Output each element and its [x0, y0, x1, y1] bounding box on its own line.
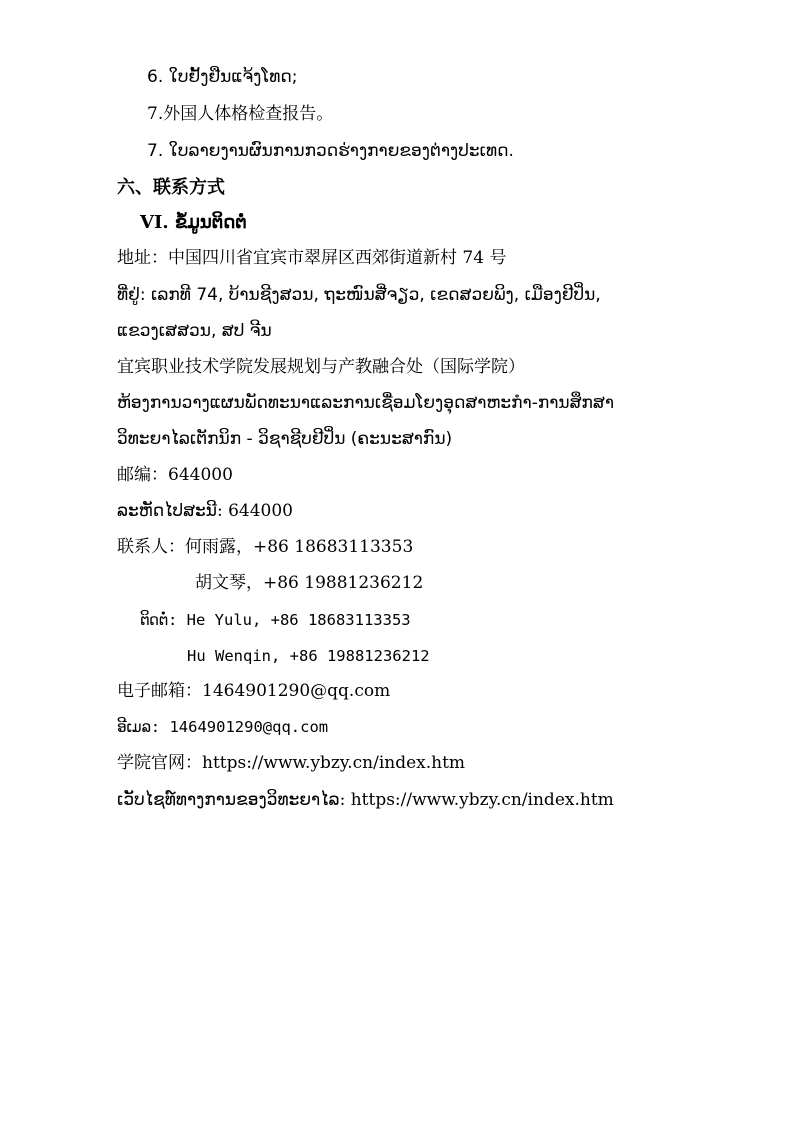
item-6-lao-criminal-record: 6. ໃບຢັ້ງຢືນແຈ້ງໂທດ; — [147, 67, 298, 87]
postcode-lao: ລະຫັດໄປສະນີ: 644000 — [117, 501, 293, 521]
email-chinese: 电子邮箱：1464901290@qq.com — [117, 681, 391, 701]
postcode-chinese: 邮编：644000 — [117, 465, 233, 485]
department-lao-line1: ຫ້ອງການວາງແຜນພັດທະນາແລະການເຊື່ອມໂຍງອຸດສາຫະກຳ-ການສຶກສາ — [117, 393, 615, 413]
department-lao-line2: ວິທະຍາໄລເຕັກນິກ - ວິຊາຊີບຢີປິ່ນ (ຄະນະສາກົນ) — [117, 429, 453, 449]
department-chinese: 宜宾职业技术学院发展规划与产教融合处（国际学院） — [117, 357, 525, 377]
website-chinese: 学院官网：https://www.ybzy.cn/index.htm — [117, 753, 466, 773]
contact-person-chinese-1: 联系人：何雨露，+86 18683113353 — [117, 537, 414, 557]
contact-person-chinese-2: 胡文琴，+86 19881236212 — [195, 573, 424, 593]
email-lao: ອີເມລ: 1464901290@qq.com — [117, 718, 329, 736]
item-7-lao-health-report: 7. ໃບລາຍງານຜົນການກວດຮ່າງກາຍຂອງຕ່າງປະເທດ. — [147, 141, 514, 161]
website-lao: ເວັບໄຊທ໌ທາງການຂອງວິທະຍາໄລ: https://www.ybzy.cn/index.htm — [117, 790, 614, 810]
item-7-chinese-health-report: 7.外国人体格检查报告。 — [147, 104, 334, 124]
contact-person-lao-1: ຕິດຕໍ່: He Yulu, +86 18683113353 — [140, 611, 411, 629]
section-heading-lao-contact: VI. ຂໍ້ມູນຕິດຕໍ່ — [140, 212, 247, 233]
section-heading-chinese-contact: 六、联系方式 — [117, 177, 225, 198]
address-lao-line1: ທີ່ຢູ່: ເລກທີ 74, ບ້ານຊີງສວນ, ຖະໜົນສີ່ຈຽວ, ເຂດສວຍພິງ, ເມືອງຢີປິ່ນ, — [117, 285, 601, 305]
address-chinese: 地址：中国四川省宜宾市翠屏区西郊街道新村 74 号 — [117, 248, 507, 268]
contact-person-lao-2: Hu Wenqin, +86 19881236212 — [187, 647, 430, 665]
address-lao-line2: ແຂວງເສສວນ, ສປ ຈີນ — [117, 321, 272, 341]
